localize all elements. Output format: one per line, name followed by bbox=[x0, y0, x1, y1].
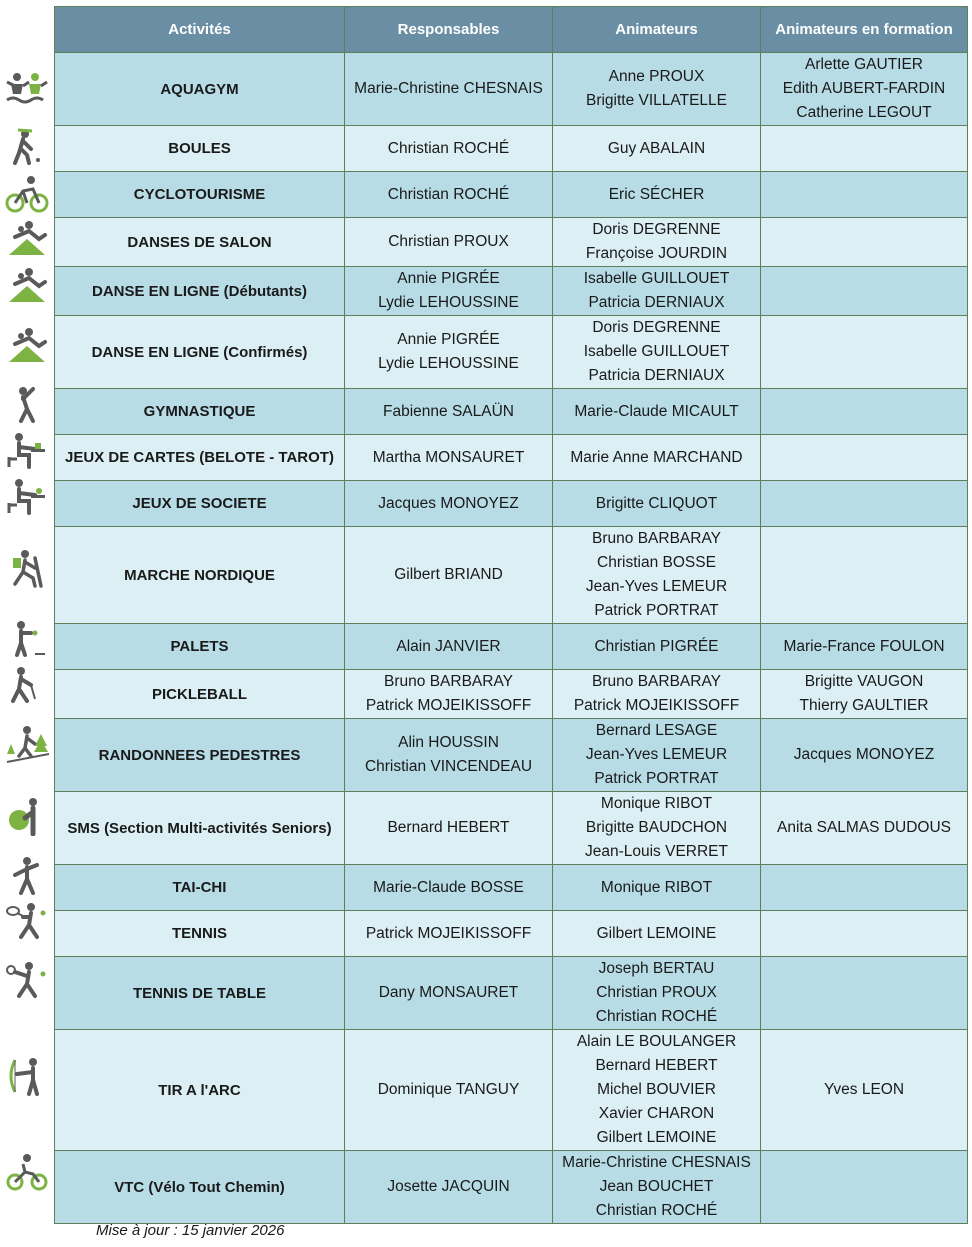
responsables-cell bbox=[345, 1030, 553, 1151]
person-name: Brigitte VAUGON bbox=[804, 673, 924, 690]
responsables-cell bbox=[345, 172, 553, 218]
table-row bbox=[55, 435, 968, 481]
activity-name: RANDONNEES PEDESTRES bbox=[55, 719, 345, 792]
activity-name: TENNIS DE TABLE bbox=[55, 957, 345, 1030]
animateurs-cell bbox=[553, 1151, 761, 1224]
animateurs-cell bbox=[553, 126, 761, 172]
activity-name: CYCLOTOURISME bbox=[55, 172, 345, 218]
table-row bbox=[55, 957, 968, 1030]
animateurs-cell bbox=[553, 435, 761, 481]
pickleball-icon bbox=[2, 662, 52, 708]
animateurs-cell bbox=[553, 389, 761, 435]
person-name: Joseph BERTAU bbox=[598, 960, 715, 977]
table-row bbox=[55, 719, 968, 792]
person-name: Michel BOUVIER bbox=[597, 1081, 716, 1098]
person-name: Brigitte CLIQUOT bbox=[595, 494, 718, 512]
fitness-ball-icon bbox=[2, 780, 52, 852]
dance-icon bbox=[2, 216, 52, 262]
dance-icon bbox=[2, 262, 52, 310]
table-row bbox=[55, 670, 968, 719]
activity-name: BOULES bbox=[55, 126, 345, 172]
formation-cell bbox=[761, 316, 968, 389]
person-name: Christian PROUX bbox=[596, 984, 717, 1001]
activity-name: DANSE EN LIGNE (Confirmés) bbox=[55, 316, 345, 389]
archery-icon bbox=[2, 1016, 52, 1136]
person-name: Thierry GAULTIER bbox=[799, 697, 929, 714]
person-name: Patricia DERNIAUX bbox=[588, 367, 725, 384]
animateurs-cell bbox=[553, 670, 761, 719]
person-name: Martha MONSAURET bbox=[372, 448, 525, 466]
table-row bbox=[55, 865, 968, 911]
activity-name: TENNIS bbox=[55, 911, 345, 957]
person-name: Alain JANVIER bbox=[396, 637, 501, 655]
table-row bbox=[55, 389, 968, 435]
tai-chi-icon bbox=[2, 852, 52, 898]
animateurs-cell bbox=[553, 911, 761, 957]
header-activites: Activités bbox=[55, 7, 345, 53]
person-name: Christian BOSSE bbox=[597, 554, 716, 571]
person-name: Xavier CHARON bbox=[598, 1105, 715, 1122]
activity-name: JEUX DE SOCIETE bbox=[55, 481, 345, 527]
responsables-cell bbox=[345, 267, 553, 316]
activity-name: MARCHE NORDIQUE bbox=[55, 527, 345, 624]
gymnastics-icon bbox=[2, 382, 52, 428]
animateurs-cell bbox=[553, 624, 761, 670]
responsables-cell bbox=[345, 53, 553, 126]
table-row bbox=[55, 316, 968, 389]
dance-icon bbox=[2, 310, 52, 382]
responsables-cell bbox=[345, 719, 553, 792]
person-name: Anita SALMAS DUDOUS bbox=[777, 819, 951, 836]
animateurs-cell bbox=[553, 316, 761, 389]
person-name: Brigitte BAUDCHON bbox=[585, 819, 728, 836]
responsables-cell bbox=[345, 957, 553, 1030]
formation-cell bbox=[761, 911, 968, 957]
board-game-icon bbox=[2, 474, 52, 520]
formation-cell bbox=[761, 435, 968, 481]
activity-name: PICKLEBALL bbox=[55, 670, 345, 719]
person-name: Jean-Yves LEMEUR bbox=[585, 578, 728, 595]
responsables-cell bbox=[345, 670, 553, 719]
table-row bbox=[55, 1151, 968, 1224]
animateurs-cell bbox=[553, 527, 761, 624]
person-name: Bernard LESAGE bbox=[595, 722, 718, 739]
person-name: Marie-Claude MICAULT bbox=[574, 402, 739, 420]
person-name: Annie PIGRÉE bbox=[397, 331, 500, 348]
person-name: Gilbert LEMOINE bbox=[596, 1129, 717, 1146]
person-name: Edith AUBERT-FARDIN bbox=[782, 80, 946, 97]
formation-cell bbox=[761, 527, 968, 624]
animateurs-cell bbox=[553, 218, 761, 267]
person-name: Marie-France FOULON bbox=[783, 637, 945, 655]
person-name: Brigitte VILLATELLE bbox=[585, 92, 727, 109]
responsables-cell bbox=[345, 126, 553, 172]
person-name: Gilbert LEMOINE bbox=[596, 924, 717, 942]
person-name: Monique RIBOT bbox=[600, 878, 713, 896]
activity-name: JEUX DE CARTES (BELOTE - TAROT) bbox=[55, 435, 345, 481]
table-row bbox=[55, 1030, 968, 1151]
activity-name: GYMNASTIQUE bbox=[55, 389, 345, 435]
person-name: Christian PIGRÉE bbox=[594, 637, 719, 655]
formation-cell bbox=[761, 624, 968, 670]
animateurs-cell bbox=[553, 957, 761, 1030]
activity-name: VTC (Vélo Tout Chemin) bbox=[55, 1151, 345, 1224]
formation-cell bbox=[761, 481, 968, 527]
animateurs-cell bbox=[553, 865, 761, 911]
responsables-cell bbox=[345, 527, 553, 624]
person-name: Annie PIGRÉE bbox=[397, 270, 500, 287]
activity-name: AQUAGYM bbox=[55, 53, 345, 126]
formation-cell bbox=[761, 267, 968, 316]
animateurs-cell bbox=[553, 792, 761, 865]
responsables-cell bbox=[345, 481, 553, 527]
formation-cell bbox=[761, 126, 968, 172]
animateurs-cell bbox=[553, 267, 761, 316]
palets-icon bbox=[2, 616, 52, 662]
table-row bbox=[55, 218, 968, 267]
responsables-cell bbox=[345, 792, 553, 865]
person-name: Françoise JOURDIN bbox=[585, 245, 728, 262]
person-name: Jean-Yves LEMEUR bbox=[585, 746, 728, 763]
responsables-cell bbox=[345, 624, 553, 670]
formation-cell bbox=[761, 1030, 968, 1151]
responsables-cell bbox=[345, 435, 553, 481]
responsables-cell bbox=[345, 316, 553, 389]
animateurs-cell bbox=[553, 719, 761, 792]
nordic-walking-icon bbox=[2, 520, 52, 616]
person-name: Patrick MOJEIKISSOFF bbox=[365, 924, 532, 942]
aquagym-icon bbox=[2, 52, 52, 124]
person-name: Fabienne SALAÜN bbox=[383, 402, 514, 420]
table-row bbox=[55, 527, 968, 624]
person-name: Bruno BARBARAY bbox=[384, 673, 513, 690]
formation-cell bbox=[761, 1151, 968, 1224]
header-responsables: Responsables bbox=[345, 7, 553, 53]
person-name: Marie-Claude BOSSE bbox=[373, 878, 524, 896]
person-name: Dany MONSAURET bbox=[378, 984, 519, 1001]
responsables-cell bbox=[345, 389, 553, 435]
person-name: Marie Anne MARCHAND bbox=[570, 448, 743, 466]
person-name: Dominique TANGUY bbox=[377, 1081, 520, 1098]
formation-cell bbox=[761, 792, 968, 865]
table-tennis-icon bbox=[2, 944, 52, 1016]
table-row bbox=[55, 481, 968, 527]
header-animateurs-en-formation: Animateurs en formation bbox=[761, 7, 968, 53]
person-name: Bernard HEBERT bbox=[595, 1057, 718, 1074]
person-name: Patricia DERNIAUX bbox=[588, 294, 725, 311]
person-name: Alain LE BOULANGER bbox=[576, 1033, 737, 1050]
hiking-icon bbox=[2, 708, 52, 780]
card-game-icon bbox=[2, 428, 52, 474]
person-name: Gilbert BRIAND bbox=[394, 566, 503, 583]
table-row bbox=[55, 172, 968, 218]
activity-name: PALETS bbox=[55, 624, 345, 670]
formation-cell bbox=[761, 53, 968, 126]
person-name: Jean BOUCHET bbox=[599, 1178, 714, 1195]
person-name: Guy ABALAIN bbox=[607, 139, 706, 157]
animateurs-cell bbox=[553, 1030, 761, 1151]
table-row bbox=[55, 126, 968, 172]
table-row bbox=[55, 53, 968, 126]
animateurs-cell bbox=[553, 172, 761, 218]
person-name: Christian ROCHÉ bbox=[387, 139, 510, 157]
person-name: Bruno BARBARAY bbox=[592, 673, 721, 690]
responsables-cell bbox=[345, 911, 553, 957]
person-name: Monique RIBOT bbox=[600, 795, 713, 812]
formation-cell bbox=[761, 957, 968, 1030]
person-name: Marie-Christine CHESNAIS bbox=[354, 80, 543, 97]
table-row bbox=[55, 624, 968, 670]
activity-name: TAI-CHI bbox=[55, 865, 345, 911]
formation-cell bbox=[761, 218, 968, 267]
person-name: Catherine LEGOUT bbox=[796, 104, 932, 121]
activity-name: DANSE EN LIGNE (Débutants) bbox=[55, 267, 345, 316]
table-row bbox=[55, 267, 968, 316]
person-name: Doris DEGRENNE bbox=[592, 319, 721, 336]
person-name: Alin HOUSSIN bbox=[398, 734, 499, 751]
bike-icon bbox=[2, 1136, 52, 1208]
person-name: Christian VINCENDEAU bbox=[364, 758, 533, 775]
activity-name: SMS (Section Multi-activités Seniors) bbox=[55, 792, 345, 865]
person-name: Josette JACQUIN bbox=[387, 1178, 510, 1195]
person-name: Patrick PORTRAT bbox=[594, 602, 719, 619]
responsables-cell bbox=[345, 218, 553, 267]
activity-name: DANSES DE SALON bbox=[55, 218, 345, 267]
formation-cell bbox=[761, 389, 968, 435]
person-name: Christian ROCHÉ bbox=[595, 1008, 718, 1025]
header-animateurs: Animateurs bbox=[553, 7, 761, 53]
person-name: Patrick MOJEIKISSOFF bbox=[573, 697, 740, 714]
person-name: Doris DEGRENNE bbox=[592, 221, 721, 238]
table-row bbox=[55, 792, 968, 865]
formation-cell bbox=[761, 719, 968, 792]
cyclotourisme-icon bbox=[2, 170, 52, 216]
person-name: Bernard HEBERT bbox=[387, 819, 510, 836]
person-name: Lydie LEHOUSSINE bbox=[378, 294, 519, 311]
animateurs-cell bbox=[553, 53, 761, 126]
formation-cell bbox=[761, 670, 968, 719]
person-name: Eric SÉCHER bbox=[608, 185, 705, 203]
person-name: Jacques MONOYEZ bbox=[793, 746, 935, 763]
person-name: Arlette GAUTIER bbox=[805, 56, 923, 73]
tennis-icon bbox=[2, 898, 52, 944]
update-note: Mise à jour : 15 janvier 2026 bbox=[96, 1222, 285, 1239]
person-name: Yves LEON bbox=[823, 1081, 905, 1098]
person-name: Christian ROCHÉ bbox=[387, 185, 510, 203]
person-name: Jacques MONOYEZ bbox=[378, 494, 519, 512]
formation-cell bbox=[761, 172, 968, 218]
responsables-cell bbox=[345, 1151, 553, 1224]
person-name: Isabelle GUILLOUET bbox=[583, 343, 730, 360]
responsables-cell bbox=[345, 865, 553, 911]
table-header-row bbox=[55, 7, 968, 53]
animateurs-cell bbox=[553, 481, 761, 527]
table-row bbox=[55, 911, 968, 957]
person-name: Anne PROUX bbox=[608, 68, 705, 85]
person-name: Patrick MOJEIKISSOFF bbox=[365, 697, 532, 714]
person-name: Lydie LEHOUSSINE bbox=[378, 355, 519, 372]
activities-table bbox=[54, 6, 968, 1224]
person-name: Christian PROUX bbox=[388, 233, 509, 250]
person-name: Patrick PORTRAT bbox=[594, 770, 719, 787]
boules-icon bbox=[2, 124, 52, 170]
person-name: Isabelle GUILLOUET bbox=[583, 270, 730, 287]
person-name: Marie-Christine CHESNAIS bbox=[562, 1154, 751, 1171]
person-name: Jean-Louis VERRET bbox=[584, 843, 728, 860]
formation-cell bbox=[761, 865, 968, 911]
person-name: Christian ROCHÉ bbox=[595, 1202, 718, 1219]
person-name: Bruno BARBARAY bbox=[592, 530, 721, 547]
activity-name: TIR A l'ARC bbox=[55, 1030, 345, 1151]
